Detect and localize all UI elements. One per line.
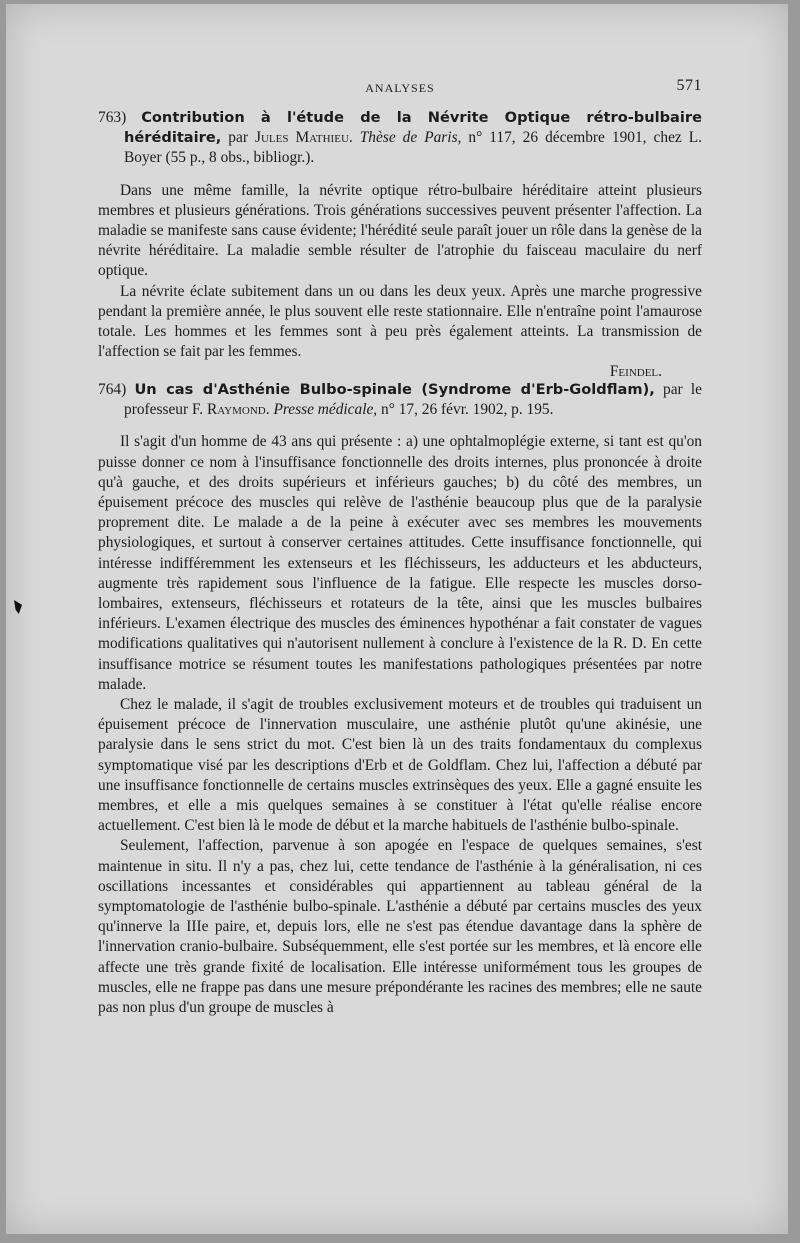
running-head-title: ANALYSES: [365, 81, 435, 95]
article-author: Raymond.: [206, 401, 270, 419]
scanned-page: [6, 4, 788, 1234]
article-764: [98, 380, 702, 1018]
margin-mark: [14, 600, 22, 614]
article-heading: [98, 108, 702, 169]
article-heading: [98, 380, 702, 420]
article-source-details: n° 17, 26 févr. 1902, p. 195.: [377, 401, 554, 419]
article-title: Contribution à l'étude de la Névrite Optique rétro-bulbaire héréditaire,: [124, 109, 703, 147]
article-title: Un cas d'Asthénie Bulbo-spinale (Syndrome d'Erb-Goldflam),: [134, 381, 655, 398]
paragraph: La névrite éclate subitement dans un ou dans les deux yeux. Après une marche progressive pendant la première année, le plus souvent elle reste stationnaire. Elle n'entraîne point l'amaurose totale. Les hommes et les femmes sont à peu près également atteints. La transmission de l'affection se fait par les femmes.: [98, 282, 702, 361]
article-763: [98, 108, 702, 383]
paragraph: Il s'agit d'un homme de 43 ans qui présente : a) une ophtalmoplégie externe, si tant est qu'on puisse donner ce nom à l'insuffisance fonctionnelle des droits internes, plus prononcée à droite qu'à gauche, et des droits supérieurs et inférieurs gauches; b) du côté des membres, un épuisement précoce des muscles qui relève de l'asthénie beaucoup plus que de la paralysie proprement dite. Le malade a de la peine à exécuter avec ses membres les mouvements physiologiques, et surtout à conserver certaines attitudes. Cette insuffisance fonctionnelle, qui intéresse indifféremment les extenseurs et les fléchisseurs, les adducteurs et les abducteurs, augmente très rapidement sous l'influence de la fatigue. Elle respecte les muscles dorso-lombaires, extenseurs, fléchisseurs et rotateurs de la tête, ainsi que les muscles bulbaires inférieurs. L'examen électrique des muscles des éminences hypothénar a fait constater de vagues modifications qualitatives qui n'autorisent nullement à conclure à l'existence de la R. D. En cette insuffisance motrice se résument toutes les manifestations pathologiques présentées par notre malade.: [98, 433, 702, 693]
paragraph: Seulement, l'affection, parvenue à son apogée en l'espace de quelques semaines, s'est maintenue in situ. Il n'y a pas, chez lui, cette tendance de l'asthénie à la généralisation, ni ces oscillations incessantes et considérables qui appartiennent au tableau général de la symptomatologie de l'asthénie bulbo-spinale. L'asthénie a débuté par certains muscles des yeux qu'innerve la IIIe paire, et, depuis lors, elle ne s'est pas étendue davantage dans la sphère de l'innervation cranio-bulbaire. Subséquemment, elle s'est portée sur les membres, et là encore elle affecte une très grande fixité de localisation. Elle intéresse uniformément tous les groupes de muscles, elle ne frappe pas dans une mesure prépondérante les racines des membres; elle ne saute pas non plus d'un groupe de muscles à: [98, 837, 702, 1017]
paragraph: Dans une même famille, la névrite optique rétro-bulbaire héréditaire atteint plusieurs membres et plusieurs générations. Trois générations successives peuvent présenter l'affection. La maladie se manifeste sans cause évidente; l'hérédité seule paraît jouer un rôle dans la genèse de la névrite héréditaire. La maladie semble résulter de l'atrophie du faisceau maculaire du nerf optique.: [98, 181, 702, 280]
page-number: 571: [676, 77, 702, 94]
byline-prefix: par le professeur F.: [124, 381, 702, 419]
article-number: 763): [98, 109, 127, 126]
article-body: [98, 181, 702, 383]
article-number: 764): [98, 381, 127, 398]
article-body: [98, 432, 702, 1018]
article-source-details: n° 117, 26 décembre 1901, chez L. Boyer (55 p., 8 obs., bibliogr.).: [124, 129, 702, 167]
paragraph: Chez le malade, il s'agit de troubles exclusivement moteurs et de troubles qui traduisent un épuisement précoce de l'innervation musculaire, une asthénie plutôt qu'une akinésie, une paralysie dans le sens strict du mot. C'est bien là un des traits fondamentaux du complexus symptomatique visé par les descriptions d'Erb et de Goldflam. Chez lui, l'affection a débuté par une insuffisance fonctionnelle de certains muscles extrinsèques des yeux. Elle a gagné ensuite les membres, et elle a mis quelques semaines à se constituer à l'état qu'elle réalise encore actuellement. C'est bien là le mode de début et la marche habituels de l'asthénie bulbo-spinale.: [98, 696, 702, 835]
byline-prefix: par: [221, 129, 255, 147]
article-source: Presse médicale,: [273, 401, 378, 419]
running-head: [98, 78, 702, 100]
signature: Feindel.: [609, 363, 662, 381]
article-author: Jules Mathieu.: [254, 129, 353, 147]
article-source: Thèse de Paris,: [359, 129, 462, 147]
